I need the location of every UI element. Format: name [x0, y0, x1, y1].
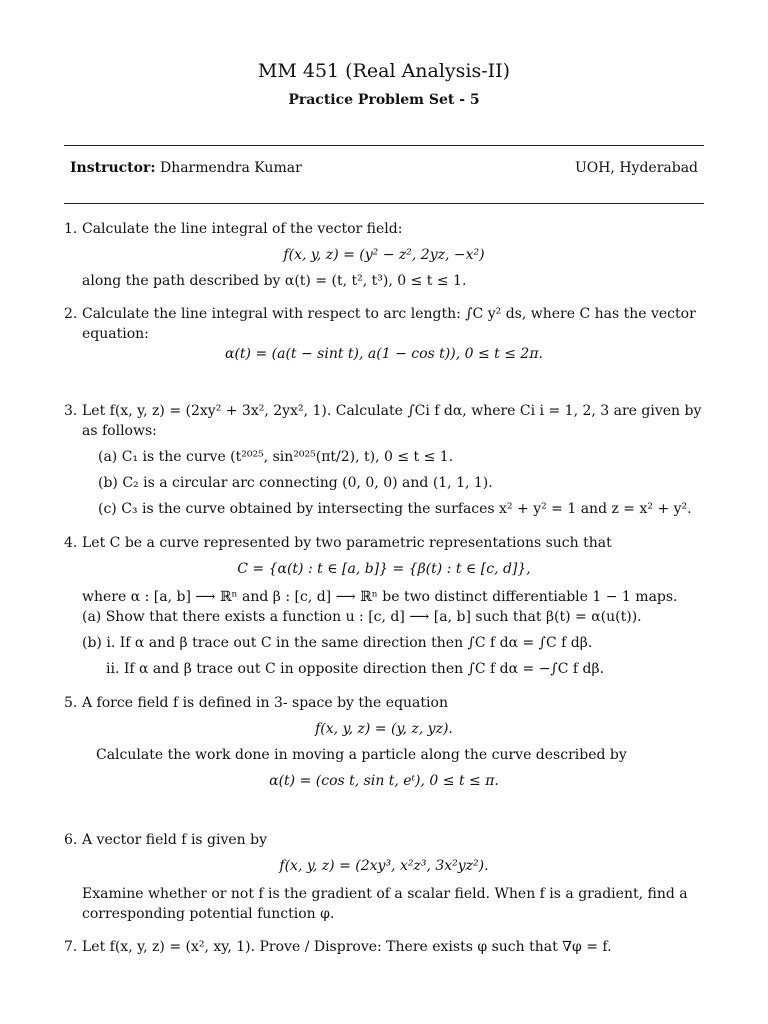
- problem-number: 5.: [64, 695, 78, 711]
- problem-number: 2.: [64, 306, 78, 322]
- sub-item: (b) C₂ is a circular arc connecting (0, 0, 0) and (1, 1, 1).: [98, 475, 493, 491]
- problem-number: 7.: [64, 939, 78, 955]
- affiliation: UOH, Hyderabad: [574, 160, 698, 176]
- equation: α(t) = (cos t, sin t, eᵗ), 0 ≤ t ≤ π.: [269, 773, 499, 789]
- problem-text: Calculate the line integral with respect to arc length: ∫C y² ds, where C has the vector: [82, 306, 696, 322]
- instructor-name: Dharmendra Kumar: [159, 160, 302, 176]
- bottom-rule: [64, 203, 704, 204]
- instructor-line: [70, 160, 302, 176]
- equation: f(x, y, z) = (y² − z², 2yz, −x²): [283, 247, 485, 263]
- problem-number: 6.: [64, 832, 78, 848]
- sub-item: (a) C₁ is the curve (t²⁰²⁵, sin²⁰²⁵(πt/2), t), 0 ≤ t ≤ 1.: [98, 449, 454, 465]
- problem-text: corresponding potential function φ.: [82, 906, 335, 922]
- problem-set-subtitle: Practice Problem Set - 5: [288, 92, 480, 108]
- problem-text: Let f(x, y, z) = (x², xy, 1). Prove / Disprove: There exists φ such that ∇φ = f.: [82, 939, 612, 955]
- problem-text: A vector field f is given by: [82, 832, 268, 848]
- problem-text: Calculate the work done in moving a particle along the curve described by: [96, 747, 627, 763]
- problem-text: Calculate the line integral of the vector field:: [82, 221, 403, 237]
- problem-text: Let C be a curve represented by two parametric representations such that: [82, 535, 612, 551]
- problem-number: 3.: [64, 403, 78, 419]
- problem-text: where α : [a, b] ⟶ ℝⁿ and β : [c, d] ⟶ ℝⁿ be two distinct differentiable 1 − 1 maps.: [82, 589, 678, 605]
- sub-item: (a) Show that there exists a function u : [c, d] ⟶ [a, b] such that β(t) = α(u(t)).: [82, 609, 642, 625]
- problem-text: equation:: [82, 326, 149, 342]
- sub-item: ii. If α and β trace out C in opposite direction then ∫C f dα = −∫C f dβ.: [106, 661, 605, 677]
- sub-item: (c) C₃ is the curve obtained by intersecting the surfaces x² + y² = 1 and z = x² + y².: [98, 501, 692, 517]
- problem-text: along the path described by α(t) = (t, t², t³), 0 ≤ t ≤ 1.: [82, 273, 467, 289]
- problem-number: 4.: [64, 535, 78, 551]
- sub-item: (b) i. If α and β trace out C in the same direction then ∫C f dα = ∫C f dβ.: [82, 635, 593, 651]
- problem-number: 1.: [64, 221, 78, 237]
- problem-text: Examine whether or not f is the gradient of a scalar field. When f is a gradient, find a: [82, 886, 688, 902]
- equation: f(x, y, z) = (y, z, yz).: [315, 721, 453, 737]
- equation: C = {α(t) : t ∈ [a, b]} = {β(t) : t ∈ [c, d]},: [237, 561, 531, 577]
- equation: f(x, y, z) = (2xy³, x²z³, 3x²yz²).: [279, 858, 489, 874]
- top-rule: [64, 145, 704, 146]
- equation: α(t) = (a(t − sint t), a(1 − cos t)), 0 ≤ t ≤ 2π.: [225, 346, 543, 362]
- problem-text: Let f(x, y, z) = (2xy² + 3x², 2yx², 1). Calculate ∫Ci f dα, where Ci i = 1, 2, 3 are given by: [82, 403, 702, 419]
- instructor-label: Instructor:: [70, 160, 156, 176]
- problem-text: A force field f is defined in 3- space by the equation: [82, 695, 448, 711]
- course-title: MM 451 (Real Analysis-II): [257, 60, 511, 82]
- problem-text: as follows:: [82, 423, 157, 439]
